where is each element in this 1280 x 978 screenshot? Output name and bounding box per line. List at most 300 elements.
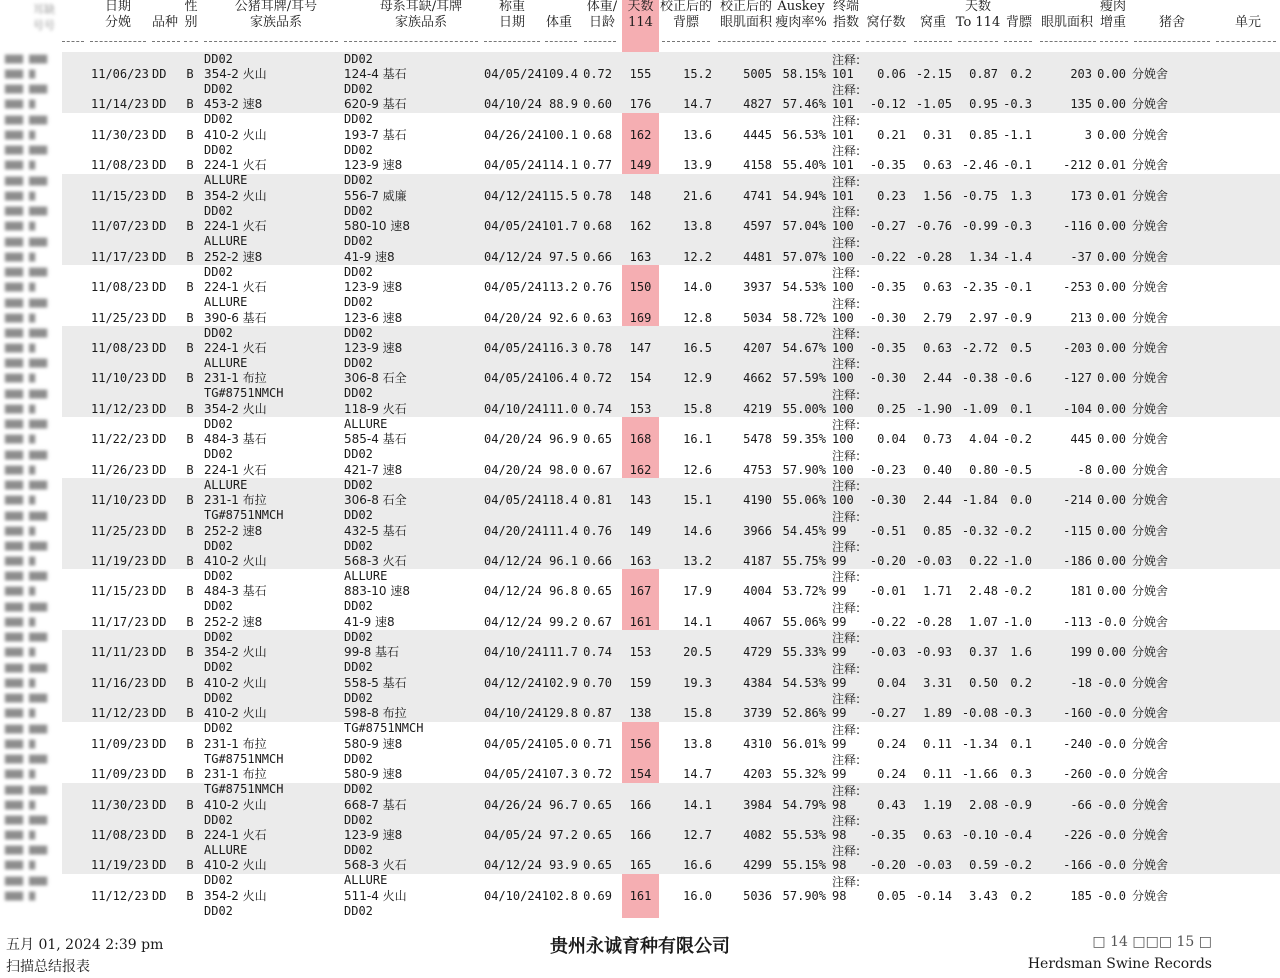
cell-note: 注释:	[832, 540, 861, 554]
cell-sire: 224-1 火石	[204, 827, 267, 842]
table-row	[0, 143, 1280, 188]
cell-weight: 129.8	[541, 706, 578, 721]
cell-lg: 0.01	[1097, 158, 1126, 173]
redacted-id: ▆▆▆ ▆▆▆ ▆▆▆ ▆	[5, 813, 48, 840]
cell-bk: 0.1	[1010, 401, 1032, 416]
cell-weigh-date: 04/05/24	[484, 767, 542, 782]
cell-days114: 162	[629, 219, 652, 234]
cell-lg: 0.00	[1097, 401, 1126, 416]
cell-index: 100	[832, 493, 854, 508]
cell-index: 99	[832, 523, 847, 538]
cell-weight: 115.5	[541, 188, 578, 203]
cell-wpd: 0.65	[583, 797, 612, 812]
cell-lea: 4190	[743, 493, 772, 508]
header-unit: 单元	[1234, 15, 1261, 30]
cell-sex: B	[186, 523, 194, 538]
cell-note: 注释:	[832, 113, 861, 128]
cell-lea: 3984	[743, 797, 772, 812]
cell-days114: 153	[629, 645, 652, 660]
cell-lg: -0.0	[1097, 797, 1126, 812]
cell-date: 11/19/23	[91, 858, 149, 873]
cell-dto: -2.72	[961, 340, 998, 355]
cell-dam: 41-9 速8	[344, 249, 395, 264]
cell-dam-bot: DD02	[344, 508, 373, 523]
cell-wpd: 0.74	[583, 401, 612, 416]
cell-lg: 0.00	[1097, 127, 1126, 142]
cell-index: 99	[832, 736, 847, 751]
table-row	[0, 813, 1280, 857]
cell-note: 注释:	[832, 509, 861, 524]
cell-days114: 154	[629, 767, 652, 782]
cell-breed: DD	[152, 249, 167, 264]
cell-dam-bot: DD02	[344, 599, 373, 614]
cell-sire-bot: DD02	[204, 660, 233, 675]
cell-lean: 57.46%	[782, 97, 826, 112]
redacted-id: ▆▆▆ ▆▆▆ ▆▆▆ ▆	[5, 235, 48, 262]
cell-bf: 14.1	[683, 797, 712, 812]
cell-barn: 分娩舍	[1132, 706, 1169, 721]
cell-dto: 0.59	[969, 858, 998, 873]
redacted-id: ▆▆▆ ▆▆▆ ▆▆▆ ▆	[5, 266, 48, 293]
header-rule	[184, 41, 198, 43]
cell-lw: 0.85	[923, 523, 952, 538]
table-row	[0, 478, 1280, 523]
cell-weight: 106.4	[541, 371, 578, 386]
cell-lg: 0.00	[1097, 97, 1126, 112]
redacted-id: ▆▆▆ ▆▆▆ ▆▆▆ ▆	[5, 722, 48, 749]
table-row	[0, 174, 1280, 218]
cell-bf: 13.6	[683, 127, 712, 142]
header-rule	[62, 41, 84, 43]
cell-wpd: 0.68	[583, 127, 612, 142]
cell-note: 注释:	[832, 205, 861, 220]
cell-lw: 1.89	[923, 706, 952, 721]
cell-bk: -1.0	[1003, 554, 1032, 568]
cell-days114: 166	[629, 827, 652, 842]
header-weigh-date: 称重 日期	[498, 0, 525, 30]
cell-barn: 分娩舍	[1132, 249, 1169, 264]
cell-lea: 4662	[743, 371, 772, 386]
header-barn: 猪舍	[1158, 15, 1185, 30]
cell-le: 445	[1070, 432, 1092, 447]
cell-lg: -0.0	[1097, 706, 1126, 721]
cell-note: 注释:	[832, 83, 861, 98]
cell-dam-bot: DD02	[344, 477, 373, 492]
header-rule	[778, 41, 826, 43]
cell-sex: B	[186, 401, 194, 416]
cell-weight: 96.1	[549, 554, 578, 568]
cell-sex: B	[186, 371, 194, 386]
cell-sire: 354-2 火山	[204, 888, 267, 903]
cell-lg: -0.0	[1097, 827, 1126, 842]
cell-note: 注释:	[832, 479, 861, 494]
cell-note: 注释:	[832, 631, 861, 646]
cell-dam-bot: ALLURE	[344, 416, 388, 431]
redacted-id: ▆▆▆ ▆▆▆ ▆▆▆ ▆	[5, 387, 48, 414]
cell-bk: 0.2	[1010, 888, 1032, 903]
cell-sire: 390-6 基石	[204, 310, 267, 325]
cell-lc: 0.43	[877, 797, 906, 812]
cell-lean: 55.40%	[782, 158, 826, 173]
cell-sire-bot: DD02	[204, 538, 233, 553]
cell-breed: DD	[152, 97, 167, 112]
cell-dam: 598-8 布拉	[344, 706, 407, 721]
cell-lw: 0.73	[923, 432, 952, 447]
table-row	[0, 874, 1280, 918]
cell-dto: 0.95	[969, 97, 998, 112]
cell-weigh-date: 04/10/24	[484, 706, 542, 721]
cell-dto: -1.84	[961, 493, 998, 508]
cell-sex: B	[186, 127, 194, 142]
cell-wpd: 0.81	[583, 493, 612, 508]
cell-bf: 12.8	[683, 310, 712, 325]
table-row	[0, 783, 1280, 827]
cell-sex: B	[186, 706, 194, 721]
cell-sire: 231-1 布拉	[204, 371, 267, 386]
cell-weight: 109.4	[541, 67, 578, 81]
cell-wpd: 0.76	[583, 280, 612, 295]
cell-bk: -0.3	[1003, 97, 1032, 112]
cell-bf: 13.2	[683, 554, 712, 568]
cell-days114: 176	[629, 97, 652, 112]
cell-dam-bot: DD02	[344, 386, 373, 401]
redacted-id: ▆▆▆ ▆▆▆ ▆▆▆ ▆	[5, 357, 48, 384]
cell-index: 98	[832, 827, 847, 842]
cell-bf: 12.9	[683, 371, 712, 386]
cell-weigh-date: 04/10/24	[484, 97, 542, 112]
cell-index: 100	[832, 219, 854, 234]
header-rule	[1216, 41, 1276, 43]
cell-lg: 0.00	[1097, 645, 1126, 660]
cell-dto: -1.66	[961, 767, 998, 782]
cell-lg: -0.0	[1097, 767, 1126, 782]
cell-dam: 123-9 速8	[344, 158, 403, 173]
cell-dam: 620-9 基石	[344, 97, 407, 112]
cell-breed: DD	[152, 310, 167, 325]
cell-dto: -0.38	[961, 371, 998, 386]
cell-dam: 123-9 速8	[344, 280, 403, 295]
cell-lean: 57.59%	[782, 371, 826, 386]
cell-dam: 41-9 速8	[344, 614, 395, 629]
cell-lean: 54.45%	[782, 523, 826, 538]
cell-barn: 分娩舍	[1132, 401, 1169, 416]
cell-lean: 57.04%	[782, 219, 826, 234]
cell-sire-bot: DD02	[204, 569, 233, 583]
cell-breed: DD	[152, 158, 167, 173]
cell-sire: 410-2 火山	[204, 554, 267, 568]
cell-breed: DD	[152, 675, 167, 690]
header-rule	[1134, 41, 1210, 43]
table-row	[0, 630, 1280, 675]
table-row	[0, 296, 1280, 340]
cell-lea: 4299	[743, 858, 772, 873]
cell-sire-bot: TG#8751NMCH	[204, 508, 284, 523]
cell-lea: 4082	[743, 827, 772, 842]
cell-sire: 410-2 火山	[204, 858, 267, 873]
cell-bf: 13.9	[683, 158, 712, 173]
cell-days114: 161	[629, 614, 652, 629]
cell-breed: DD	[152, 645, 167, 660]
table-row	[0, 235, 1280, 279]
cell-lg: 0.01	[1097, 188, 1126, 203]
cell-le: 213	[1070, 310, 1092, 325]
cell-lea: 4207	[743, 340, 772, 355]
cell-sire-bot: DD02	[204, 416, 233, 431]
cell-sire: 410-2 火山	[204, 797, 267, 812]
cell-sex: B	[186, 188, 194, 203]
table-row	[0, 52, 1280, 96]
cell-sex: B	[186, 67, 194, 81]
cell-date: 11/26/23	[91, 462, 149, 477]
redacted-id: ▆▆▆ ▆▆▆ ▆▆▆ ▆	[5, 53, 48, 79]
cell-sex: B	[186, 493, 194, 508]
cell-le: 3	[1084, 127, 1092, 142]
cell-weigh-date: 04/20/24	[484, 310, 542, 325]
cell-dam: 883-10 速8	[344, 584, 410, 599]
cell-weigh-date: 04/26/24	[484, 797, 542, 812]
cell-lc: -0.01	[869, 584, 906, 599]
cell-bf: 12.7	[683, 827, 712, 842]
cell-dam: 99-8 基石	[344, 645, 400, 660]
cell-weight: 107.3	[541, 767, 578, 782]
cell-bk: -0.1	[1003, 158, 1032, 173]
cell-days114: 138	[629, 706, 652, 721]
cell-date: 11/10/23	[91, 371, 149, 386]
cell-lw: 2.44	[923, 493, 952, 508]
cell-breed: DD	[152, 736, 167, 751]
cell-lea: 4004	[743, 584, 772, 599]
cell-dto: 0.37	[969, 645, 998, 660]
cell-lg: 0.00	[1097, 280, 1126, 295]
cell-bf: 21.6	[683, 188, 712, 203]
cell-weigh-date: 04/12/24	[484, 188, 542, 203]
cell-lean: 57.07%	[782, 249, 826, 264]
cell-lg: 0.00	[1097, 340, 1126, 355]
cell-weigh-date: 04/05/24	[484, 371, 542, 386]
cell-bf: 14.7	[683, 97, 712, 112]
cell-index: 100	[832, 371, 854, 386]
cell-breed: DD	[152, 858, 167, 873]
cell-weigh-date: 04/12/24	[484, 614, 542, 629]
cell-lw: 2.79	[923, 310, 952, 325]
cell-lean: 58.72%	[782, 310, 826, 325]
cell-lc: -0.12	[869, 97, 906, 112]
cell-bk: -0.3	[1003, 219, 1032, 234]
cell-le: -115	[1063, 523, 1092, 538]
redacted-id: ▆▆▆ ▆▆▆ ▆▆▆ ▆	[5, 874, 48, 901]
cell-sire: 354-2 火山	[204, 67, 267, 81]
cell-index: 99	[832, 554, 847, 568]
cell-wpd: 0.60	[583, 97, 612, 112]
cell-dam-bot: DD02	[344, 203, 373, 218]
cell-barn: 分娩舍	[1132, 158, 1169, 173]
cell-index: 98	[832, 797, 847, 812]
cell-sex: B	[186, 827, 194, 842]
cell-le: -166	[1063, 858, 1092, 873]
cell-dto: 1.34	[969, 249, 998, 264]
table-row	[0, 539, 1280, 583]
header-rule	[958, 41, 998, 43]
cell-note: 注释:	[832, 387, 861, 402]
cell-le: -214	[1063, 493, 1092, 508]
cell-lg: 0.00	[1097, 249, 1126, 264]
cell-lean: 55.06%	[782, 614, 826, 629]
redacted-id: ▆▆▆ ▆▆▆ ▆▆▆ ▆	[5, 113, 48, 140]
cell-weigh-date: 04/10/24	[484, 888, 542, 903]
cell-breed: DD	[152, 340, 167, 355]
cell-note: 注释:	[832, 874, 861, 889]
cell-lean: 54.53%	[782, 280, 826, 295]
cell-dto: -0.08	[961, 706, 998, 721]
cell-note: 注释:	[832, 600, 861, 615]
cell-sire: 252-2 速8	[204, 614, 263, 629]
header-sex: 性 别	[184, 0, 198, 30]
cell-dam: 123-6 速8	[344, 310, 403, 325]
cell-lea: 5034	[743, 310, 772, 325]
page-footer	[0, 930, 1280, 978]
cell-dam-bot: DD02	[344, 112, 373, 127]
cell-le: 185	[1070, 888, 1092, 903]
cell-sire-bot: DD02	[204, 112, 233, 127]
cell-days114: 156	[629, 736, 652, 751]
cell-weigh-date: 04/05/24	[484, 736, 542, 751]
cell-weight: 111.0	[541, 401, 578, 416]
cell-dam-bot: DD02	[344, 812, 373, 827]
cell-lean: 58.15%	[782, 67, 826, 81]
cell-date: 11/10/23	[91, 493, 149, 508]
cell-sire-bot: DD02	[204, 721, 233, 736]
cell-bf: 14.7	[683, 767, 712, 782]
cell-lea: 5005	[743, 67, 772, 81]
header-id: 耳缺 号号	[33, 3, 55, 32]
cell-bk: 0.0	[1010, 493, 1032, 508]
cell-barn: 分娩舍	[1132, 827, 1169, 842]
cell-date: 11/08/23	[91, 827, 149, 842]
cell-date: 11/09/23	[91, 736, 149, 751]
cell-sex: B	[186, 584, 194, 599]
cell-lw: 0.31	[923, 127, 952, 142]
header-weight: 体重	[545, 15, 572, 30]
cell-bk: 0.3	[1010, 767, 1032, 782]
cell-lw: 2.44	[923, 371, 952, 386]
cell-sex: B	[186, 340, 194, 355]
cell-sire: 252-2 速8	[204, 249, 263, 264]
cell-bf: 14.0	[683, 280, 712, 295]
cell-sex: B	[186, 97, 194, 112]
cell-wpd: 0.65	[583, 827, 612, 842]
cell-lc: -0.35	[869, 340, 906, 355]
cell-lw: 1.56	[923, 188, 952, 203]
table-row	[0, 417, 1280, 462]
cell-lean: 55.33%	[782, 645, 826, 660]
cell-le: -66	[1070, 797, 1092, 812]
cell-sire-bot: DD02	[204, 629, 233, 644]
cell-date: 11/22/23	[91, 432, 149, 447]
cell-lw: -0.28	[915, 249, 952, 264]
cell-lw: 0.11	[923, 736, 952, 751]
footer-page-info: □ 14 □□□ 15 □	[1092, 934, 1212, 950]
cell-sire: 224-1 火石	[204, 462, 267, 477]
cell-barn: 分娩舍	[1132, 614, 1169, 629]
cell-sire: 224-1 火石	[204, 340, 267, 355]
cell-weigh-date: 04/05/24	[484, 158, 542, 173]
cell-breed: DD	[152, 554, 167, 568]
cell-dam: 580-10 速8	[344, 219, 410, 234]
cell-index: 99	[832, 614, 847, 629]
cell-bk: -0.9	[1003, 310, 1032, 325]
cell-lc: -0.27	[869, 219, 906, 234]
cell-barn: 分娩舍	[1132, 554, 1169, 568]
cell-dam: 306-8 石全	[344, 371, 407, 386]
cell-sire: 224-1 火石	[204, 280, 267, 295]
cell-weigh-date: 04/12/24	[484, 675, 542, 690]
cell-le: -186	[1063, 554, 1092, 568]
cell-note: 注释:	[832, 296, 861, 311]
cell-dam: 580-9 速8	[344, 767, 403, 782]
cell-weigh-date: 04/05/24	[484, 280, 542, 295]
cell-sex: B	[186, 249, 194, 264]
cell-barn: 分娩舍	[1132, 188, 1169, 203]
cell-bf: 20.5	[683, 645, 712, 660]
cell-weight: 88.9	[549, 97, 578, 112]
header-days114: 天数 114	[627, 0, 654, 30]
cell-lean: 56.01%	[782, 736, 826, 751]
cell-lw: 1.19	[923, 797, 952, 812]
cell-sire: 354-2 火山	[204, 645, 267, 660]
cell-weigh-date: 04/12/24	[484, 858, 542, 873]
cell-lw: -0.03	[915, 858, 952, 873]
cell-dto: 0.87	[969, 67, 998, 81]
header-litter-count: 窝仔数	[866, 15, 906, 30]
cell-barn: 分娩舍	[1132, 493, 1169, 508]
cell-barn: 分娩舍	[1132, 127, 1169, 142]
table-row	[0, 509, 1280, 553]
cell-sire-bot: DD02	[204, 812, 233, 827]
redacted-id: ▆▆▆ ▆▆▆ ▆▆▆ ▆	[5, 692, 48, 719]
cell-lg: 0.00	[1097, 493, 1126, 508]
cell-lea: 3966	[743, 523, 772, 538]
cell-weight: 118.4	[541, 493, 578, 508]
cell-dam-bot: DD02	[344, 82, 373, 96]
cell-lea: 4067	[743, 614, 772, 629]
cell-days114: 159	[629, 675, 652, 690]
cell-dam-bot: DD02	[344, 295, 373, 310]
cell-bf: 15.2	[683, 67, 712, 81]
cell-barn: 分娩舍	[1132, 736, 1169, 751]
cell-note: 注释:	[832, 783, 861, 798]
table-row	[0, 82, 1280, 127]
cell-days114: 165	[629, 858, 652, 873]
cell-lean: 55.75%	[782, 554, 826, 568]
cell-barn: 分娩舍	[1132, 310, 1169, 325]
cell-dam-bot: DD02	[344, 842, 373, 857]
cell-weight: 102.8	[541, 888, 578, 903]
header-rule	[152, 41, 180, 43]
cell-lean: 55.53%	[782, 827, 826, 842]
cell-lc: 0.04	[877, 675, 906, 690]
cell-lean: 55.15%	[782, 858, 826, 873]
cell-date: 11/30/23	[91, 797, 149, 812]
cell-note: 注释:	[832, 53, 861, 67]
cell-sire-bot: ALLURE	[204, 295, 248, 310]
cell-date: 11/14/23	[91, 97, 149, 112]
cell-dto: -1.09	[961, 401, 998, 416]
cell-bk: -0.6	[1003, 371, 1032, 386]
cell-sire: 484-3 基石	[204, 432, 267, 447]
cell-sire-bot: DD02	[204, 903, 233, 918]
cell-dto: 2.48	[969, 584, 998, 599]
cell-lean: 55.32%	[782, 767, 826, 782]
